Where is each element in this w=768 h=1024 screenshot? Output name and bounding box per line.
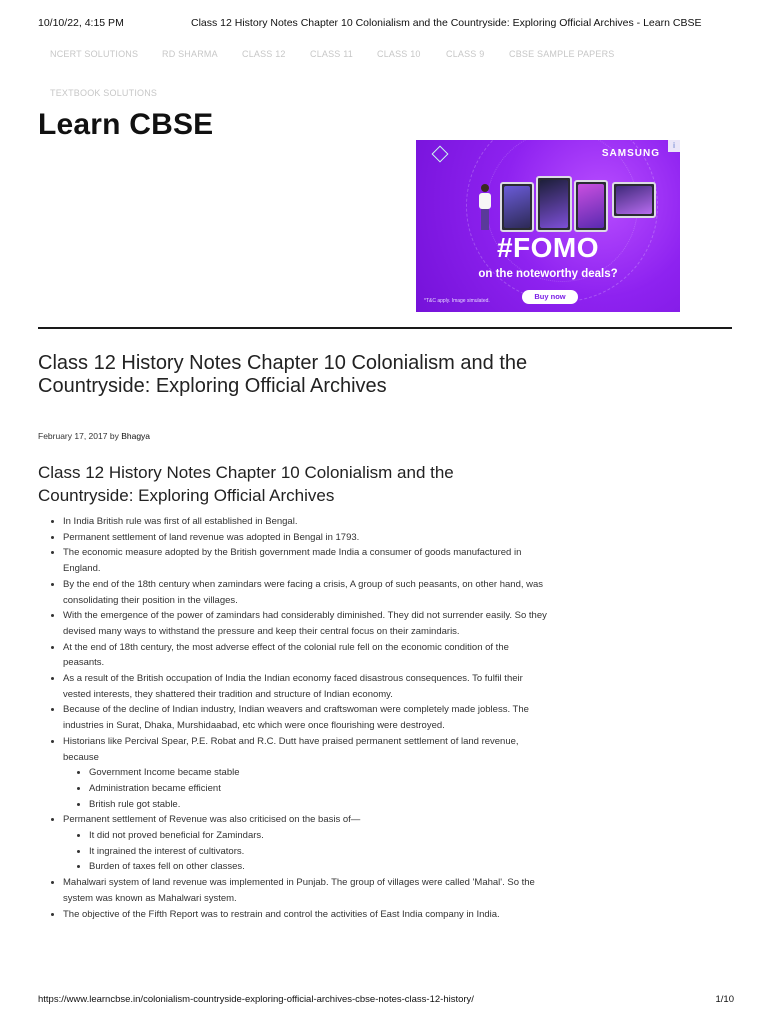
sub-list-item: • It did not proved beneficial for Zamindars. — [89, 828, 548, 844]
post-author-link[interactable]: Bhagya — [121, 431, 151, 441]
ad-tablet-image — [500, 182, 534, 232]
list-item — [63, 530, 548, 546]
list-item — [63, 545, 548, 576]
ad-headline: #FOMO — [496, 232, 600, 263]
content-heading: Class 12 History Notes Chapter 10 Colonialism and the Countryside: Exploring Official Archives — [38, 463, 454, 505]
post-by-label: by — [109, 431, 119, 441]
ad-buy-now-button[interactable]: Buy now — [522, 290, 578, 304]
list-item-text: Permanent settlement of Revenue was also criticised on the basis of— — [63, 814, 361, 826]
page-number: 1/10 — [715, 994, 734, 1005]
nav-item-class-12[interactable]: CLASS 12 — [242, 49, 286, 59]
ad-tablet-image — [574, 180, 608, 232]
print-datetime: 10/10/22, 4:15 PM — [38, 17, 124, 29]
list-item — [63, 640, 548, 671]
post-meta — [38, 431, 150, 441]
nav-item-textbook-solutions[interactable]: TEXTBOOK SOLUTIONS — [50, 88, 158, 98]
ad-brand-logo: SAMSUNG — [601, 148, 660, 159]
sub-list-item: • It ingrained the interest of cultivators. — [89, 844, 548, 860]
list-item-text: At the end of 18th century, the most adverse effect of the colonial rule fell on the economic condition of the peasants. — [63, 641, 509, 669]
ad-tablet-image — [612, 182, 656, 218]
notes-list — [38, 514, 548, 922]
post-date: February 17, 2017 — [38, 431, 108, 441]
ad-disclaimer: *T&C apply. Image simulated. — [424, 298, 490, 304]
ad-person-illustration — [478, 184, 492, 230]
sub-list-item: • Burden of taxes fell on other classes. — [89, 859, 548, 875]
sub-list-item: • Administration became efficient — [89, 781, 548, 797]
list-item — [63, 875, 548, 906]
ad-banner[interactable] — [416, 140, 680, 312]
nav-item-ncert-solutions[interactable]: NCERT SOLUTIONS — [50, 49, 139, 59]
nav-item-class-10[interactable]: CLASS 10 — [377, 49, 421, 59]
list-item-text: By the end of the 18th century when zamindars were facing a crisis, A group of such peasants, on other hand, was consolidating their position in the villages. — [63, 578, 544, 606]
list-item-text: The objective of the Fifth Report was to restrain and control the activities of East India company in India. — [63, 908, 500, 920]
list-item — [63, 702, 548, 733]
nav-item-class-9[interactable]: CLASS 9 — [446, 49, 485, 59]
ad-tablet-image — [536, 176, 572, 232]
list-item-text: With the emergence of the power of zamindars had considerably diminished. They did not surrender easily. So they devised many ways to withstand the pressure and keep their central focus on their zamindaris. — [63, 610, 547, 637]
print-url: https://www.learncbse.in/colonialism-countryside-exploring-official-archives-cbse-notes-class-12-history/ — [38, 994, 474, 1005]
list-item-text: Historians like Percival Spear, P.E. Robat and R.C. Dutt have praised permanent settlement of land revenue, because — [63, 735, 519, 763]
ad-diamond-icon — [432, 146, 449, 163]
post-title: Class 12 History Notes Chapter 10 Colonialism and the Countryside: Exploring Official Archives — [38, 352, 528, 397]
header-divider — [38, 327, 732, 329]
list-item — [63, 577, 548, 608]
sub-list-item: • British rule got stable. — [89, 797, 548, 813]
list-item-text: Permanent settlement of land revenue was adopted in Bengal in 1793. — [63, 531, 360, 543]
ad-info-icon[interactable]: i — [668, 140, 680, 152]
list-item — [63, 671, 548, 702]
list-item — [63, 907, 548, 923]
list-item-text: Because of the decline of Indian industry, Indian weavers and craftswoman were completely made jobless. The industries in Surat, Dhaka, Murshidaabad, etc which were once flourishing were destroyed. — [63, 704, 529, 732]
list-item — [63, 514, 548, 530]
list-item-text: The economic measure adopted by the British government made India a consumer of goods manufactured in England. — [63, 547, 522, 575]
list-item-text: In India British rule was first of all established in Bengal. — [63, 516, 298, 527]
list-item — [63, 812, 548, 875]
nav-item-rd-sharma[interactable]: RD SHARMA — [162, 49, 218, 59]
print-page-title: Class 12 History Notes Chapter 10 Colonialism and the Countryside: Exploring Official Archives - Learn CBSE — [191, 17, 702, 29]
list-item — [63, 734, 548, 813]
site-title[interactable]: Learn CBSE — [38, 108, 214, 141]
list-item-text: Mahalwari system of land revenue was implemented in Punjab. The group of villages were called 'Mahal'. So the system was known as Mahalwari system. — [63, 877, 535, 904]
nav-item-class-11[interactable]: CLASS 11 — [310, 49, 353, 59]
nav-item-cbse-sample-papers[interactable]: CBSE SAMPLE PAPERS — [509, 49, 615, 59]
list-item — [63, 608, 548, 639]
sub-list — [63, 828, 548, 875]
list-item-text: As a result of the British occupation of India the Indian economy faced disastrous consequences. To fulfil their vested interests, they shattered their tradition and structure of Indian economy. — [63, 673, 523, 700]
ad-subline: on the noteworthy deals? — [478, 268, 618, 280]
sub-list — [63, 765, 548, 812]
sub-list-item: • Government Income became stable — [89, 765, 548, 781]
